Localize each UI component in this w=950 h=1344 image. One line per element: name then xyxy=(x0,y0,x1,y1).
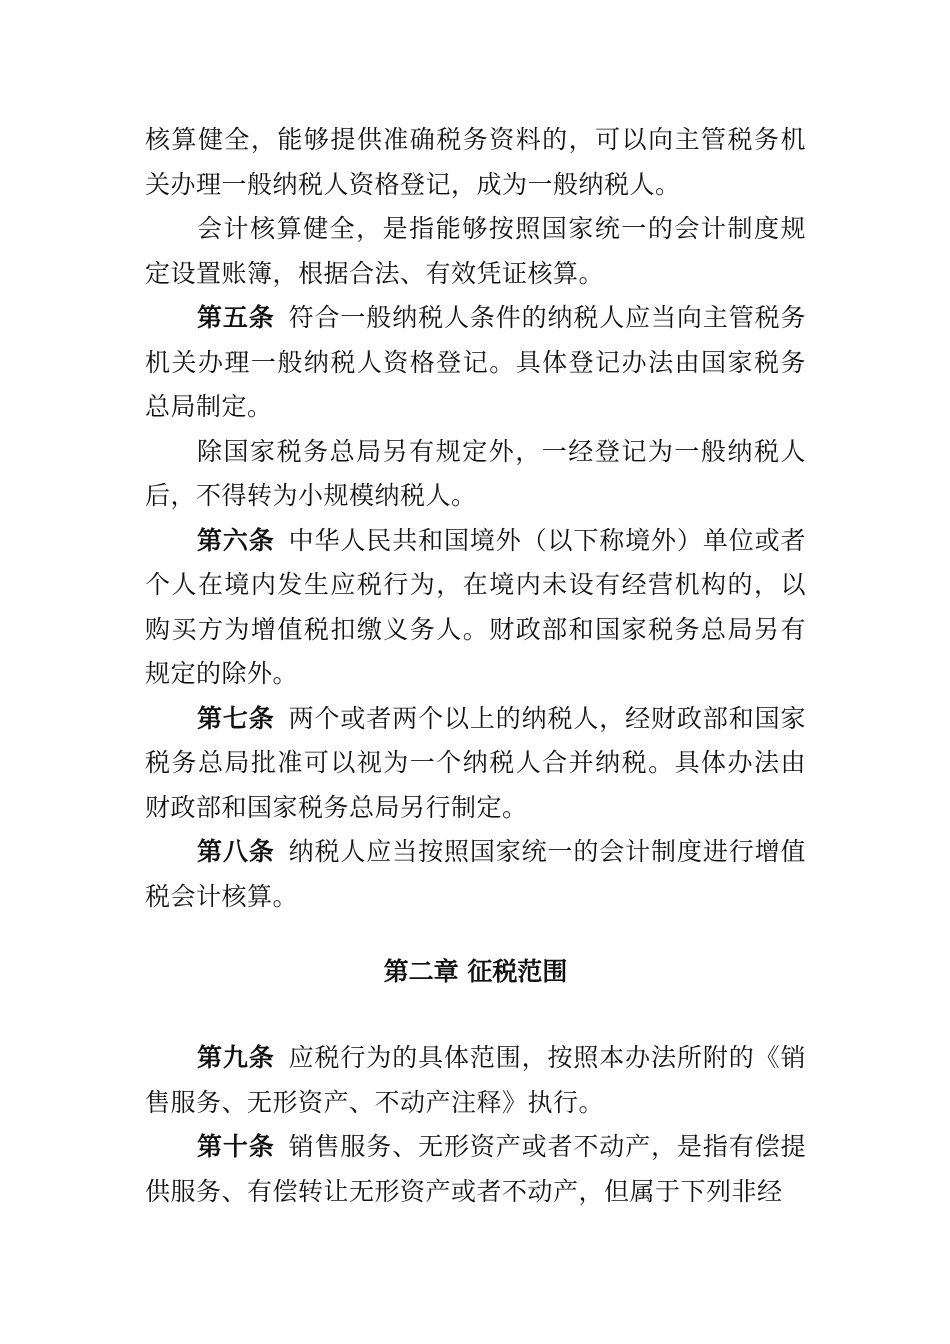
article-number: 第八条 xyxy=(197,837,275,866)
paragraph-text: 应税行为的具体范围，按照本办法所附的《销售服务、无形资产、不动产注释》执行。 xyxy=(145,1043,806,1117)
body-text-upper xyxy=(145,118,806,919)
article-number: 第五条 xyxy=(197,303,275,332)
article-8 xyxy=(145,830,806,919)
article-number: 第七条 xyxy=(197,703,275,733)
article-10 xyxy=(145,1125,806,1214)
article-7 xyxy=(145,697,806,831)
paragraph-text: 销售服务、无形资产或者不动产，是指有偿提供服务、有偿转让无形资产或者不动产，但属于下列非经 xyxy=(145,1132,806,1206)
article-5 xyxy=(145,296,806,430)
paragraph-text: 除国家税务总局另有规定外，一经登记为一般纳税人后，不得转为小规模纳税人。 xyxy=(145,436,806,510)
paragraph-kuaiji-definition xyxy=(145,207,806,296)
article-number: 第十条 xyxy=(197,1132,275,1161)
article-9 xyxy=(145,1036,806,1125)
article-5-continued xyxy=(145,430,806,519)
paragraph-text: 两个或者两个以上的纳税人，经财政部和国家税务总局批准可以视为一个纳税人合并纳税。具体办法由财政部和国家税务总局另行制定。 xyxy=(145,703,806,822)
paragraph-text: 核算健全，能够提供准确税务资料的，可以向主管税务机关办理一般纳税人资格登记，成为一般纳税人。 xyxy=(145,125,806,199)
paragraph-text: 纳税人应当按照国家统一的会计制度进行增值税会计核算。 xyxy=(145,837,806,911)
article-number: 第九条 xyxy=(197,1043,275,1072)
article-number: 第六条 xyxy=(197,525,275,555)
paragraph-text: 中华人民共和国境外（以下称境外）单位或者个人在境内发生应税行为，在境内未设有经营机构的，以购买方为增值税扣缴义务人。财政部和国家税务总局另有规定的除外。 xyxy=(145,525,806,688)
chapter-title: 第二章 征税范围 xyxy=(383,957,568,986)
paragraph-continuation xyxy=(145,118,806,207)
body-text-lower xyxy=(145,1036,806,1214)
paragraph-text: 符合一般纳税人条件的纳税人应当向主管税务机关办理一般纳税人资格登记。具体登记办法由国家税务总局制定。 xyxy=(145,303,806,421)
paragraph-text: 会计核算健全，是指能够按照国家统一的会计制度规定设置账簿，根据合法、有效凭证核算。 xyxy=(145,214,806,288)
article-6 xyxy=(145,519,806,697)
